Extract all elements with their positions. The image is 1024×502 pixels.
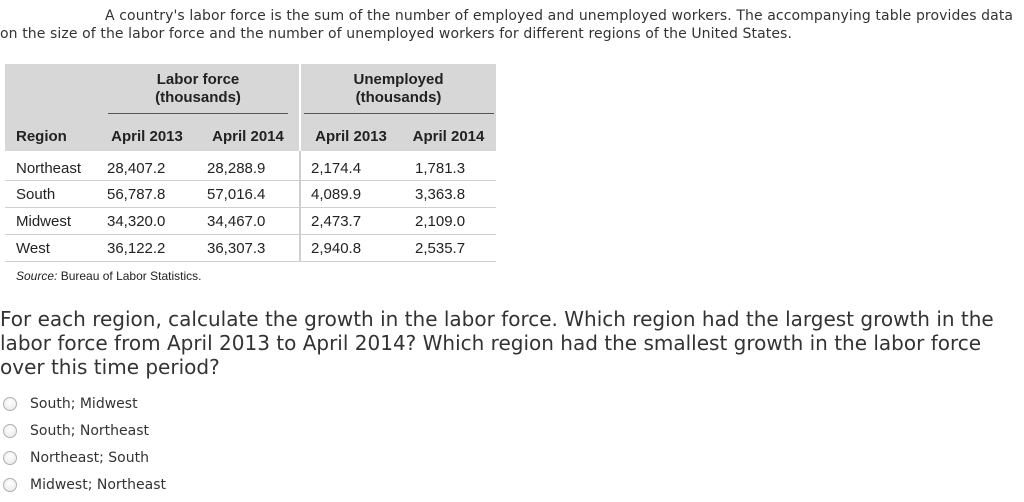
empty-header-cell [5, 64, 97, 121]
option-label: Northeast; South [30, 449, 149, 466]
labor-force-unit: (thousands) [155, 89, 241, 106]
radio-button[interactable] [3, 424, 17, 438]
table-cell: 3,363.8 [401, 181, 496, 208]
table-cell: 2,174.4 [300, 151, 401, 181]
table-cell: 2,535.7 [401, 235, 496, 262]
table-cell: 36,122.2 [97, 235, 197, 262]
intro-text: A country's labor force is the sum of the number of employed and unemployed workers. The accompanying table provides data on the size of the labor force and the number of unemployed workers for different regions of the United States. [0, 8, 1014, 42]
option-label: South; Northeast [30, 422, 149, 439]
table-cell: 28,288.9 [197, 151, 300, 181]
table-row [5, 235, 496, 262]
column-header-lf-2013: April 2013 [111, 127, 183, 145]
region-cell: Midwest [5, 208, 97, 235]
answer-option-2[interactable] [0, 417, 400, 444]
answer-options [0, 390, 400, 498]
answer-option-3[interactable] [0, 444, 400, 471]
source-label: Source: [16, 269, 58, 283]
table-cell: 1,781.3 [401, 151, 496, 181]
column-header-un-2014: April 2014 [412, 127, 485, 145]
region-cell: South [5, 181, 97, 208]
table-cell: 56,787.8 [97, 181, 197, 208]
table-row [5, 181, 496, 208]
table-cell: 2,109.0 [401, 208, 496, 235]
question-text: For each region, calculate the growth in the labor force. Which region had the largest growth in the labor force from April 2013 to April 2014? Which region had the smallest growth in the labor force over this time period? [0, 307, 994, 379]
table-cell: 2,940.8 [300, 235, 401, 262]
radio-button[interactable] [3, 478, 17, 492]
labor-force-table [5, 64, 496, 262]
table-row [5, 208, 496, 235]
table-row [5, 151, 496, 181]
table-cell: 34,320.0 [97, 208, 197, 235]
unemployed-title: Unemployed [353, 71, 444, 88]
unemployed-group-header [300, 64, 496, 121]
option-label: South; Midwest [30, 395, 138, 412]
answer-option-4[interactable] [0, 471, 400, 498]
column-header-region: Region [16, 127, 67, 145]
column-header-lf-2014: April 2014 [212, 127, 284, 145]
answer-option-1[interactable] [0, 390, 400, 417]
labor-force-title: Labor force [156, 71, 240, 88]
data-table-container [5, 64, 496, 283]
unemployed-unit: (thousands) [355, 89, 442, 106]
radio-button[interactable] [3, 397, 17, 411]
labor-force-group-header [97, 64, 300, 121]
table-cell: 2,473.7 [300, 208, 401, 235]
region-cell: Northeast [5, 151, 97, 181]
source-text: Bureau of Labor Statistics. [60, 269, 202, 283]
region-cell: West [5, 235, 97, 262]
table-cell: 4,089.9 [300, 181, 401, 208]
table-cell: 28,407.2 [97, 151, 197, 181]
radio-button[interactable] [3, 451, 17, 465]
table-cell: 34,467.0 [197, 208, 300, 235]
table-source [5, 269, 496, 283]
column-header-un-2013: April 2013 [300, 121, 401, 151]
table-cell: 36,307.3 [197, 235, 300, 262]
table-cell: 57,016.4 [197, 181, 300, 208]
option-label: Midwest; Northeast [30, 476, 167, 493]
